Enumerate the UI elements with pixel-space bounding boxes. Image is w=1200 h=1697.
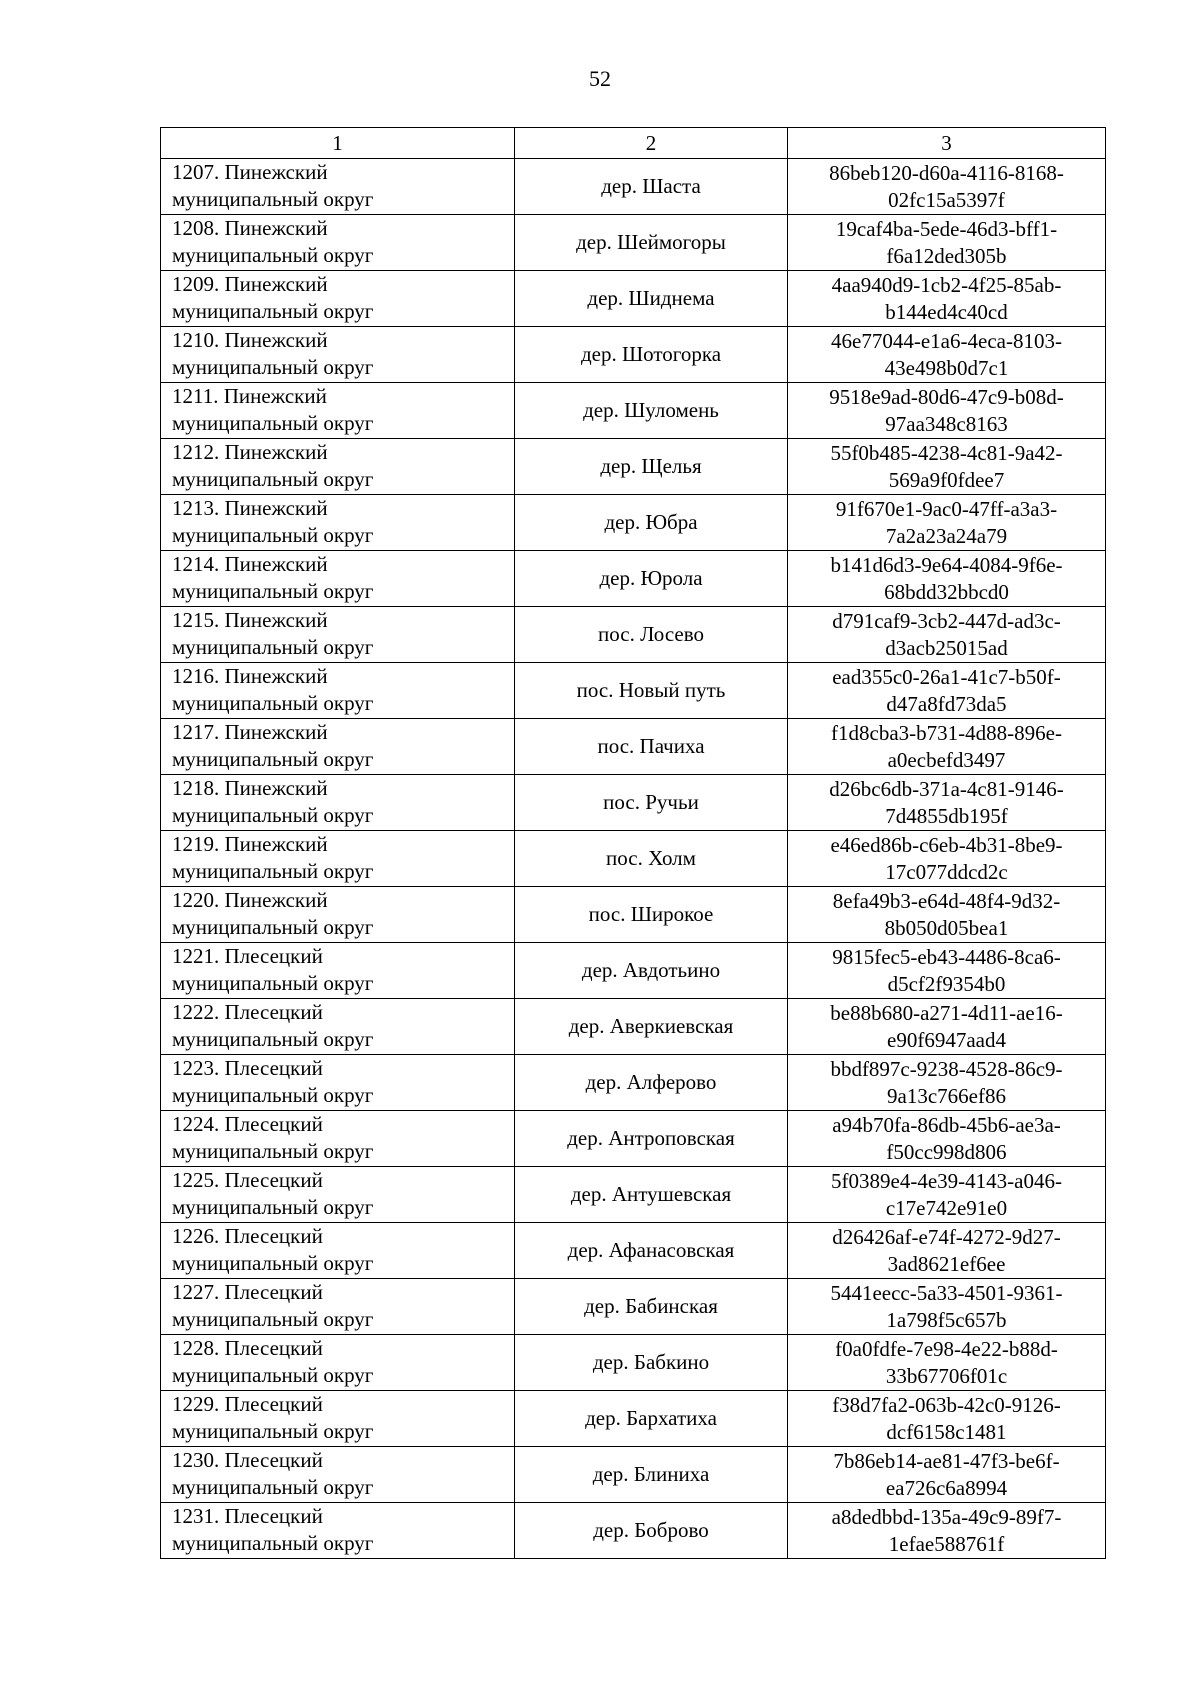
guid-part-1: d791caf9-3cb2-447d-ad3c- <box>832 608 1061 633</box>
settlement-cell: дер. Авдотьино <box>515 943 788 999</box>
guid-cell <box>788 831 1106 887</box>
settlement-cell: дер. Шаста <box>515 159 788 215</box>
table-row <box>161 1447 1106 1503</box>
guid-cell <box>788 607 1106 663</box>
settlement-cell: дер. Бабинская <box>515 1279 788 1335</box>
guid-part-1: 9518e9ad-80d6-47c9-b08d- <box>829 384 1064 409</box>
table-row <box>161 1279 1106 1335</box>
district-cell <box>161 1055 515 1111</box>
guid-part-1: 86beb120-d60a-4116-8168- <box>829 160 1064 185</box>
district-type: муниципальный округ <box>172 1475 374 1499</box>
table-row <box>161 607 1106 663</box>
table-row <box>161 1055 1106 1111</box>
district-name: 1215. Пинежский <box>172 608 328 632</box>
settlement-cell: дер. Аверкиевская <box>515 999 788 1055</box>
district-type: муниципальный округ <box>172 1307 374 1331</box>
guid-part-1: 9815fec5-eb43-4486-8ca6- <box>832 944 1061 969</box>
table-header <box>161 128 1106 159</box>
district-cell <box>161 663 515 719</box>
district-name: 1226. Плесецкий <box>172 1224 323 1248</box>
district-name: 1229. Плесецкий <box>172 1392 323 1416</box>
district-type: муниципальный округ <box>172 523 374 547</box>
guid-part-2: 7d4855db195f <box>885 803 1008 828</box>
district-cell <box>161 551 515 607</box>
guid-part-1: 91f670e1-9ac0-47ff-a3a3- <box>835 496 1058 521</box>
district-name: 1224. Плесецкий <box>172 1112 323 1136</box>
guid-cell <box>788 719 1106 775</box>
table-row <box>161 1335 1106 1391</box>
district-type: муниципальный округ <box>172 803 374 827</box>
table-row <box>161 1111 1106 1167</box>
guid-part-2: d3acb25015ad <box>885 635 1008 660</box>
district-cell <box>161 327 515 383</box>
district-cell <box>161 607 515 663</box>
guid-part-1: ead355c0-26a1-41c7-b50f- <box>832 664 1061 689</box>
district-type: муниципальный округ <box>172 1083 374 1107</box>
guid-part-2: 8b050d05bea1 <box>884 915 1009 940</box>
district-cell <box>161 159 515 215</box>
district-type: муниципальный округ <box>172 691 374 715</box>
guid-cell <box>788 271 1106 327</box>
header-row <box>161 128 1106 159</box>
table-row <box>161 887 1106 943</box>
district-name: 1230. Плесецкий <box>172 1448 323 1472</box>
table-row <box>161 719 1106 775</box>
table-row <box>161 495 1106 551</box>
guid-part-1: b141d6d3-9e64-4084-9f6e- <box>830 552 1063 577</box>
district-type: муниципальный округ <box>172 747 374 771</box>
district-cell <box>161 215 515 271</box>
district-name: 1220. Пинежский <box>172 888 328 912</box>
guid-part-2: d5cf2f9354b0 <box>887 971 1006 996</box>
guid-part-2: c17e742e91e0 <box>885 1195 1008 1220</box>
district-name: 1223. Плесецкий <box>172 1056 323 1080</box>
district-type: муниципальный округ <box>172 1195 374 1219</box>
settlement-cell: дер. Шотогорка <box>515 327 788 383</box>
district-type: муниципальный округ <box>172 467 374 491</box>
district-name: 1218. Пинежский <box>172 776 328 800</box>
settlement-cell: дер. Бархатиха <box>515 1391 788 1447</box>
district-cell <box>161 271 515 327</box>
settlement-registry-table <box>160 127 1106 1559</box>
guid-part-2: 02fc15a5397f <box>888 187 1005 212</box>
settlement-cell: пос. Пачиха <box>515 719 788 775</box>
table-row <box>161 383 1106 439</box>
guid-cell <box>788 495 1106 551</box>
district-cell <box>161 1391 515 1447</box>
guid-cell <box>788 327 1106 383</box>
settlement-cell: дер. Бабкино <box>515 1335 788 1391</box>
guid-cell <box>788 159 1106 215</box>
district-name: 1225. Плесецкий <box>172 1168 323 1192</box>
guid-cell <box>788 1111 1106 1167</box>
guid-cell <box>788 1055 1106 1111</box>
guid-part-2: 33b67706f01c <box>885 1363 1008 1388</box>
guid-part-2: 3ad8621ef6ee <box>887 1251 1006 1276</box>
district-cell <box>161 383 515 439</box>
guid-part-2: 7a2a23a24a79 <box>885 523 1008 548</box>
table-row <box>161 215 1106 271</box>
district-cell <box>161 1447 515 1503</box>
district-type: муниципальный округ <box>172 411 374 435</box>
district-name: 1214. Пинежский <box>172 552 328 576</box>
guid-cell <box>788 887 1106 943</box>
district-name: 1222. Плесецкий <box>172 1000 323 1024</box>
district-type: муниципальный округ <box>172 1139 374 1163</box>
guid-part-2: 97aa348c8163 <box>885 411 1008 436</box>
guid-part-2: 68bdd32bbcd0 <box>884 579 1009 604</box>
table-row <box>161 439 1106 495</box>
table-row <box>161 1167 1106 1223</box>
district-type: муниципальный округ <box>172 915 374 939</box>
table-row <box>161 327 1106 383</box>
district-type: муниципальный округ <box>172 243 374 267</box>
district-type: муниципальный округ <box>172 579 374 603</box>
district-name: 1231. Плесецкий <box>172 1504 323 1528</box>
table-row <box>161 831 1106 887</box>
guid-cell <box>788 1335 1106 1391</box>
district-type: муниципальный округ <box>172 299 374 323</box>
settlement-cell: дер. Афанасовская <box>515 1223 788 1279</box>
district-name: 1211. Пинежский <box>172 384 327 408</box>
table-row <box>161 999 1106 1055</box>
guid-part-1: f1d8cba3-b731-4d88-896e- <box>831 720 1062 745</box>
district-name: 1209. Пинежский <box>172 272 328 296</box>
settlement-cell: дер. Алферово <box>515 1055 788 1111</box>
guid-part-2: f6a12ded305b <box>886 243 1007 268</box>
district-cell <box>161 999 515 1055</box>
guid-part-2: d47a8fd73da5 <box>886 691 1007 716</box>
district-name: 1212. Пинежский <box>172 440 328 464</box>
guid-part-2: a0ecbefd3497 <box>887 747 1006 772</box>
column-header-2: 2 <box>515 128 788 159</box>
column-header-1: 1 <box>161 128 515 159</box>
column-header-3: 3 <box>788 128 1106 159</box>
district-type: муниципальный округ <box>172 187 374 211</box>
guid-part-2: 9a13c766ef86 <box>887 1083 1006 1108</box>
district-cell <box>161 1167 515 1223</box>
guid-cell <box>788 1167 1106 1223</box>
guid-part-1: 19caf4ba-5ede-46d3-bff1- <box>835 216 1058 241</box>
guid-part-1: 55f0b485-4238-4c81-9a42- <box>830 440 1063 465</box>
settlement-cell: пос. Широкое <box>515 887 788 943</box>
district-cell <box>161 775 515 831</box>
settlement-cell: дер. Щелья <box>515 439 788 495</box>
table-row <box>161 943 1106 999</box>
settlement-cell: дер. Боброво <box>515 1503 788 1559</box>
district-type: муниципальный округ <box>172 1419 374 1443</box>
table-row <box>161 551 1106 607</box>
district-name: 1208. Пинежский <box>172 216 328 240</box>
district-name: 1221. Плесецкий <box>172 944 323 968</box>
settlement-cell: дер. Юбра <box>515 495 788 551</box>
settlement-cell: дер. Шуломень <box>515 383 788 439</box>
guid-part-2: dcf6158c1481 <box>886 1419 1007 1444</box>
district-type: муниципальный округ <box>172 1363 374 1387</box>
guid-part-1: 5f0389e4-4e39-4143-a046- <box>831 1168 1062 1193</box>
district-cell <box>161 1111 515 1167</box>
guid-part-2: 1a798f5c657b <box>886 1307 1007 1332</box>
guid-cell <box>788 551 1106 607</box>
district-type: муниципальный округ <box>172 971 374 995</box>
district-type: муниципальный округ <box>172 1531 374 1555</box>
district-name: 1210. Пинежский <box>172 328 328 352</box>
guid-part-2: f50cc998d806 <box>886 1139 1007 1164</box>
settlement-cell: дер. Антушевская <box>515 1167 788 1223</box>
settlement-cell: пос. Ручьи <box>515 775 788 831</box>
district-type: муниципальный округ <box>172 635 374 659</box>
district-cell <box>161 719 515 775</box>
district-cell <box>161 439 515 495</box>
guid-part-2: 43e498b0d7c1 <box>884 355 1009 380</box>
settlement-cell: дер. Блиниха <box>515 1447 788 1503</box>
settlement-cell: пос. Новый путь <box>515 663 788 719</box>
district-type: муниципальный округ <box>172 1251 374 1275</box>
table-row <box>161 271 1106 327</box>
settlement-cell: дер. Антроповская <box>515 1111 788 1167</box>
settlement-cell: пос. Лосево <box>515 607 788 663</box>
guid-cell <box>788 943 1106 999</box>
guid-part-2: ea726c6a8994 <box>885 1475 1008 1500</box>
district-name: 1227. Плесецкий <box>172 1280 323 1304</box>
district-cell <box>161 831 515 887</box>
settlement-cell: дер. Юрола <box>515 551 788 607</box>
district-cell <box>161 1335 515 1391</box>
district-cell <box>161 1223 515 1279</box>
district-type: муниципальный округ <box>172 355 374 379</box>
guid-part-1: 7b86eb14-ae81-47f3-be6f- <box>833 1448 1060 1473</box>
district-name: 1213. Пинежский <box>172 496 328 520</box>
guid-part-1: 8efa49b3-e64d-48f4-9d32- <box>832 888 1061 913</box>
guid-part-1: be88b680-a271-4d11-ae16- <box>830 1000 1063 1025</box>
district-name: 1216. Пинежский <box>172 664 328 688</box>
table-row <box>161 663 1106 719</box>
district-cell <box>161 495 515 551</box>
settlement-cell: дер. Шиднема <box>515 271 788 327</box>
guid-cell <box>788 1447 1106 1503</box>
guid-part-1: d26426af-e74f-4272-9d27- <box>832 1224 1061 1249</box>
table-row <box>161 1503 1106 1559</box>
district-name: 1219. Пинежский <box>172 832 328 856</box>
guid-part-1: e46ed86b-c6eb-4b31-8be9- <box>830 832 1063 857</box>
page-number: 52 <box>589 66 611 91</box>
guid-cell <box>788 215 1106 271</box>
guid-cell <box>788 1503 1106 1559</box>
table-row <box>161 1223 1106 1279</box>
guid-cell <box>788 775 1106 831</box>
guid-part-2: 1efae588761f <box>888 1531 1005 1556</box>
guid-part-1: d26bc6db-371a-4c81-9146- <box>829 776 1064 801</box>
guid-part-1: 4aa940d9-1cb2-4f25-85ab- <box>831 272 1062 297</box>
guid-cell <box>788 663 1106 719</box>
district-name: 1228. Плесецкий <box>172 1336 323 1360</box>
guid-part-1: f38d7fa2-063b-42c0-9126- <box>832 1392 1061 1417</box>
settlement-cell: пос. Холм <box>515 831 788 887</box>
guid-cell <box>788 1279 1106 1335</box>
guid-cell <box>788 383 1106 439</box>
guid-part-1: bbdf897c-9238-4528-86c9- <box>830 1056 1063 1081</box>
district-cell <box>161 887 515 943</box>
guid-part-2: 569a9f0fdee7 <box>888 467 1005 492</box>
table-row <box>161 159 1106 215</box>
table-row <box>161 775 1106 831</box>
guid-part-1: a8dedbbd-135a-49c9-89f7- <box>831 1504 1062 1529</box>
table-row <box>161 1391 1106 1447</box>
guid-cell <box>788 1391 1106 1447</box>
district-name: 1207. Пинежский <box>172 160 328 184</box>
guid-cell <box>788 439 1106 495</box>
guid-part-1: f0a0fdfe-7e98-4e22-b88d- <box>835 1336 1058 1361</box>
guid-cell <box>788 1223 1106 1279</box>
district-cell <box>161 1279 515 1335</box>
guid-part-1: 46e77044-e1a6-4eca-8103- <box>831 328 1062 353</box>
guid-part-2: b144ed4c40cd <box>885 299 1008 324</box>
district-name: 1217. Пинежский <box>172 720 328 744</box>
guid-part-2: e90f6947aad4 <box>887 1027 1006 1052</box>
guid-part-2: 17c077ddcd2c <box>885 859 1008 884</box>
district-cell <box>161 943 515 999</box>
district-type: муниципальный округ <box>172 1027 374 1051</box>
table-body <box>161 159 1106 1559</box>
guid-cell <box>788 999 1106 1055</box>
district-cell <box>161 1503 515 1559</box>
guid-part-1: 5441eecc-5a33-4501-9361- <box>830 1280 1063 1305</box>
settlement-cell: дер. Шеймогоры <box>515 215 788 271</box>
guid-part-1: a94b70fa-86db-45b6-ae3a- <box>832 1112 1061 1137</box>
district-type: муниципальный округ <box>172 859 374 883</box>
